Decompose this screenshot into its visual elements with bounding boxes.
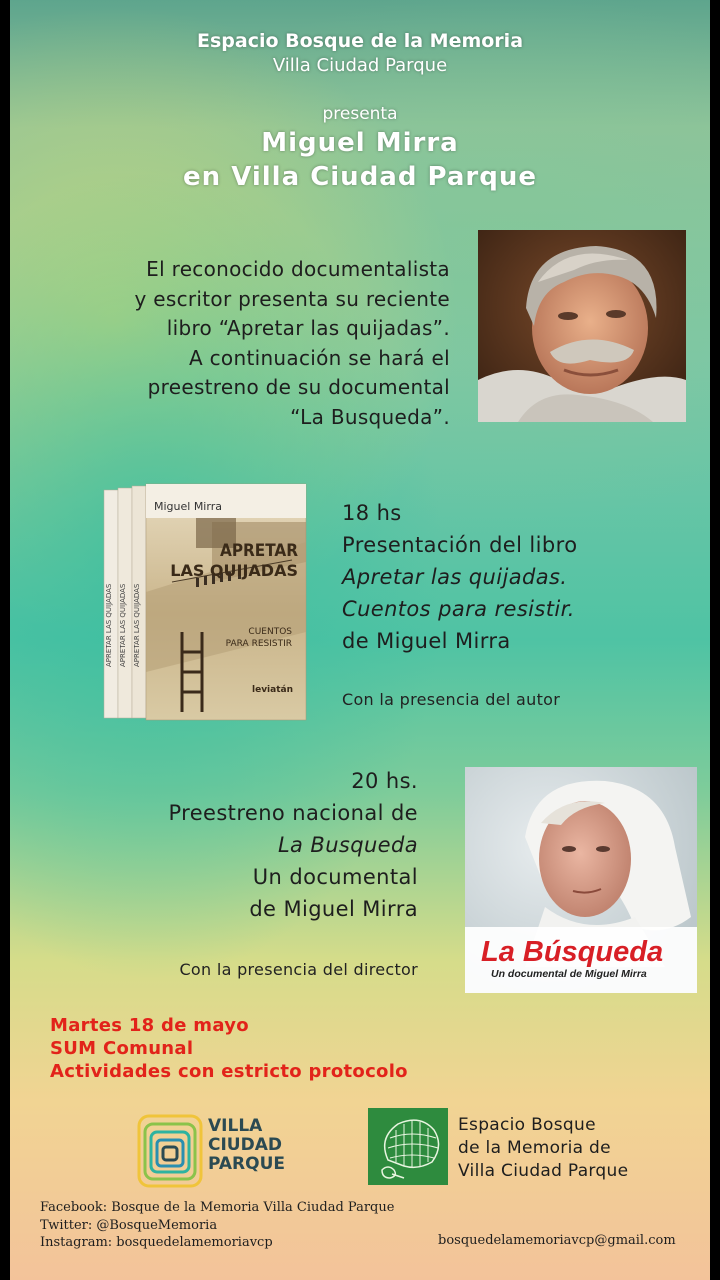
film-cover-illustration — [465, 767, 697, 993]
intro-line: y escritor presenta su reciente — [134, 286, 450, 311]
event-2-line-1: Preestreno nacional de — [168, 801, 418, 825]
vcp-logo-line-1: VILLA — [208, 1116, 263, 1136]
spiral-logo-icon — [135, 1112, 205, 1190]
book-title-line-1: APRETAR — [219, 541, 298, 561]
bosque-memoria-logo-text — [458, 1114, 628, 1183]
event-2-time: 20 hs. — [351, 769, 418, 793]
event-2-note: Con la presencia del director — [179, 960, 418, 979]
film-cover-title: La Búsqueda — [481, 936, 664, 968]
event-poster — [10, 0, 710, 1280]
event-1-line-3: Cuentos para resistir. — [342, 597, 575, 621]
book-author-label: Miguel Mirra — [154, 500, 222, 513]
twitter-link: Twitter: @BosqueMemoria — [40, 1217, 218, 1233]
facebook-link: Facebook: Bosque de la Memoria Villa Ciudad Parque — [40, 1200, 395, 1215]
event-venue: SUM Comunal — [50, 1038, 194, 1059]
title-line-2: en Villa Ciudad Parque — [183, 162, 537, 192]
film-cover-image — [465, 767, 697, 993]
event-date: Martes 18 de mayo — [50, 1015, 249, 1036]
tree-scarf-logo-icon — [368, 1108, 448, 1185]
author-portrait-illustration — [478, 230, 686, 422]
title-line-1: Miguel Mirra — [261, 128, 459, 158]
intro-line: preestreno de su documental — [147, 375, 450, 399]
presenta-label: presenta — [322, 104, 398, 124]
intro-line: El reconocido documentalista — [146, 257, 450, 281]
bosque-logo-line-1: Espacio Bosque — [458, 1115, 596, 1135]
vcp-logo-line-3: PARQUE — [208, 1154, 286, 1174]
instagram-link: Instagram: bosquedelamemoriavcp — [40, 1235, 273, 1250]
book-subtitle-line-2: PARA RESISTIR — [225, 639, 292, 649]
intro-line: “La Busqueda”. — [290, 404, 450, 429]
book-publisher-label: leviatán — [252, 685, 293, 695]
event-details — [50, 1014, 408, 1083]
book-stack-illustration — [92, 482, 308, 722]
book-title-line-2: LAS QUIJADAS — [170, 561, 298, 580]
film-cover-subtitle: Un documental de Miguel Mirra — [491, 968, 647, 980]
event-2-line-4: de Miguel Mirra — [249, 897, 418, 921]
organization-place: Villa Ciudad Parque — [272, 55, 448, 76]
event-protocol: Actividades con estricto protocolo — [50, 1061, 408, 1082]
event-1-note: Con la presencia del autor — [342, 690, 561, 709]
contact-email: bosquedelamemoriavcp@gmail.com — [438, 1233, 676, 1248]
event-book-presentation — [342, 497, 702, 657]
villa-ciudad-parque-logo-text — [208, 1117, 285, 1174]
organization-name: Espacio Bosque de la Memoria — [196, 30, 524, 52]
book-spine-text: APRETAR LAS QUIJADAS — [133, 583, 141, 667]
book-spine-text: APRETAR LAS QUIJADAS — [119, 583, 127, 667]
book-subtitle-line-1: CUENTOS — [248, 627, 292, 637]
event-2-line-2: La Busqueda — [277, 833, 418, 857]
event-1-time: 18 hs — [342, 501, 402, 525]
intro-text — [70, 255, 450, 432]
event-1-line-4: de Miguel Mirra — [342, 629, 511, 653]
intro-line: libro “Apretar las quijadas”. — [166, 316, 450, 340]
event-1-line-1: Presentación del libro — [342, 533, 578, 557]
event-1-line-2: Apretar las quijadas. — [342, 565, 568, 589]
author-portrait-photo — [478, 230, 686, 422]
bosque-logo-line-3: Villa Ciudad Parque — [458, 1161, 629, 1181]
bosque-memoria-logo — [368, 1108, 448, 1185]
event-film-premiere — [70, 765, 418, 925]
social-links — [40, 1199, 394, 1252]
intro-line: A continuación se hará el — [189, 345, 450, 370]
event-2-line-3: Un documental — [252, 865, 418, 889]
book-cover-image — [92, 482, 308, 722]
bosque-logo-line-2: de la Memoria de — [458, 1138, 611, 1158]
vcp-logo-line-2: CIUDAD — [208, 1135, 282, 1155]
book-spine-text: APRETAR LAS QUIJADAS — [105, 583, 113, 667]
